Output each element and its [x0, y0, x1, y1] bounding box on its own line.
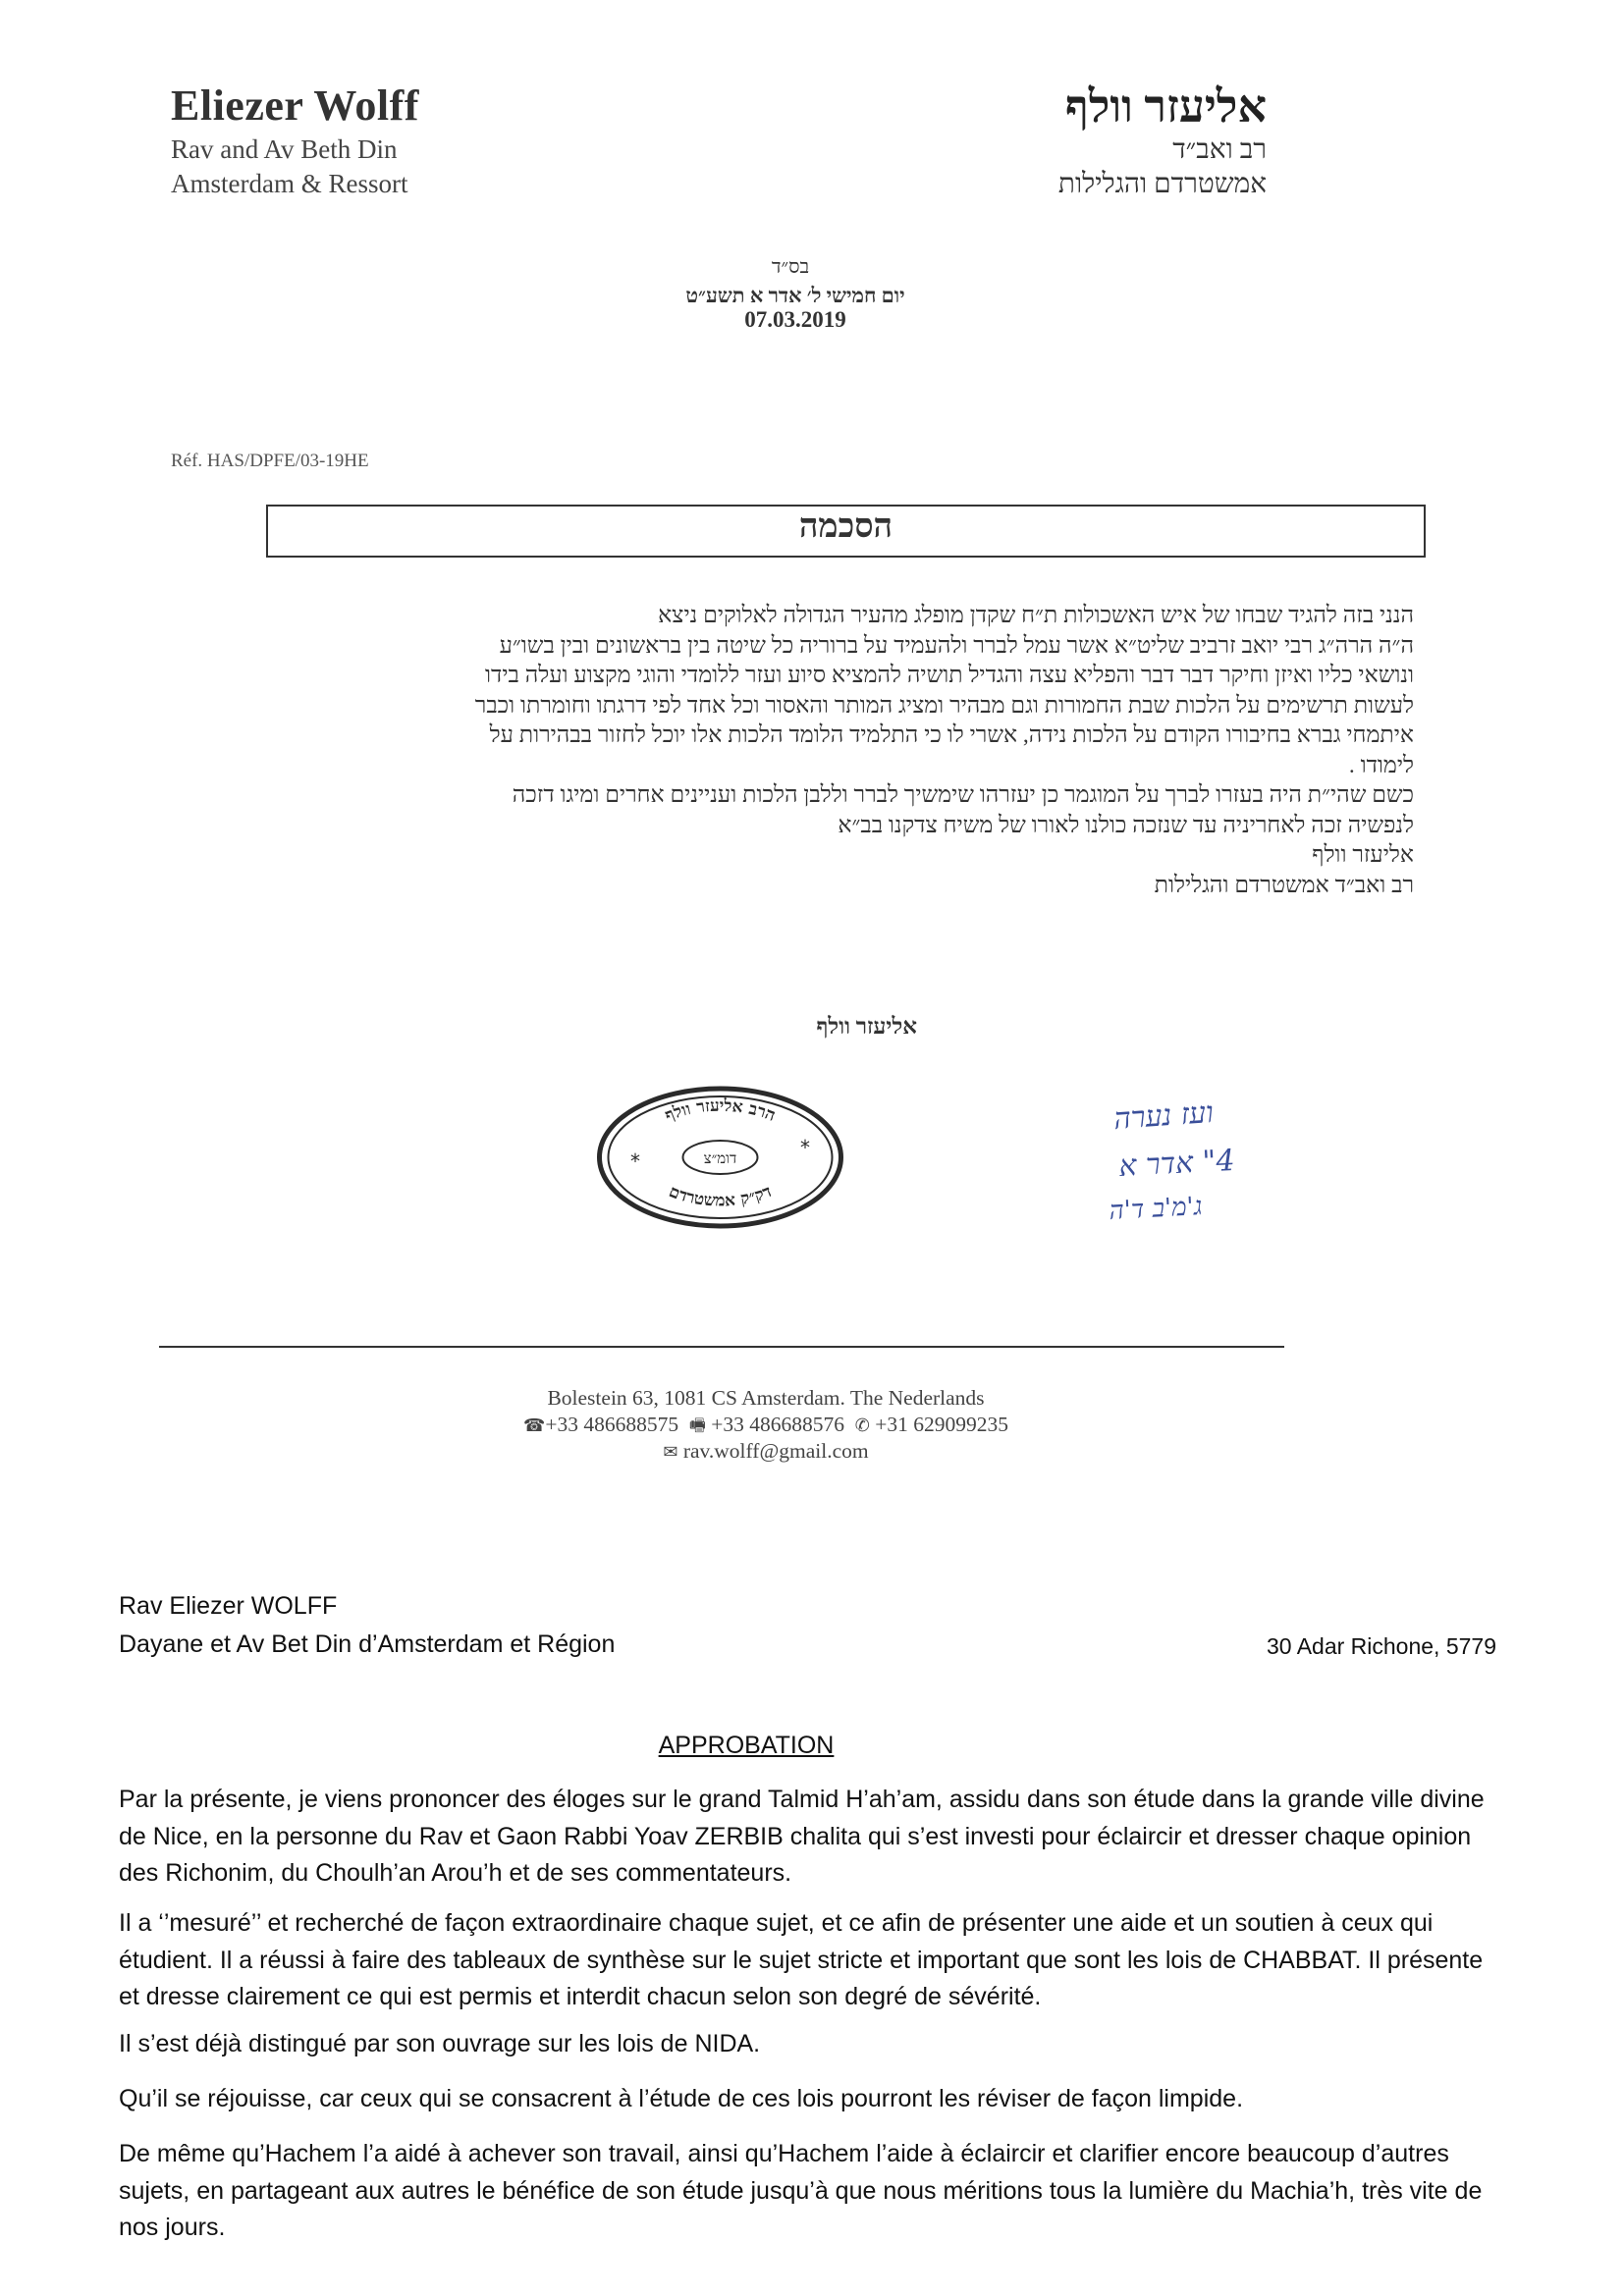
gregorian-date: 07.03.2019 — [744, 307, 846, 332]
stamp-top-text: הרב אליעזר וולף — [662, 1095, 779, 1126]
fax-icon: 🖷 — [688, 1415, 706, 1436]
rabbinical-stamp — [596, 1086, 844, 1229]
french-date: 30 Adar Richone, 5779 — [1266, 1633, 1496, 1659]
letterhead-city-en: Amsterdam & Ressort — [171, 169, 408, 198]
letterhead-name-en: Eliezer Wolff — [171, 81, 419, 130]
footer-divider — [159, 1346, 1284, 1348]
letterhead-title-en: Rav and Av Beth Din — [171, 134, 398, 164]
hebrew-line: לנפשיה זכה לאחריניה עד שנזכה כולנו לאורו של משיח צדקנו בב״א — [838, 812, 1414, 838]
reference-number: Réf. HAS/DPFE/03-19HE — [171, 451, 369, 471]
letterhead-city-he: אמשטרדם והגלילות — [1057, 169, 1267, 199]
letterhead-name-he: אליעזר וולף — [1065, 81, 1267, 132]
french-heading: APPROBATION — [658, 1732, 835, 1759]
hebrew-line: ונושאי כליו ואיזן וחיקר דבר דבר והפליא עצה והגדיל תושיה להמציא סיוע ועזר ללומדי והוגי מקצוע ועלה בידו — [485, 663, 1414, 688]
french-name: Rav Eliezer WOLFF — [119, 1592, 338, 1620]
footer-address: Bolestein 63, 1081 CS Amsterdam. The Nederlands — [547, 1386, 985, 1410]
handwritten-signature — [874, 1090, 1236, 1237]
stamp-star-right: * — [800, 1136, 810, 1159]
french-paragraph: Il s’est déjà distingué par son ouvrage sur les lois de NIDA. — [119, 2030, 761, 2057]
hebrew-line: הנני בזה להגיד שבחו של איש האשכולות ת״ח שקדן מופלג מהעיר הגדולה לאלוקים ניצא — [658, 603, 1414, 628]
footer-phone: +33 486688575 — [545, 1413, 679, 1436]
phone-icon: ☎ — [522, 1415, 546, 1436]
french-paragraph: Par la présente, je viens prononcer des éloges sur le grand Talmid H’ah’am, assidu dans son étude dans la grande ville divine de Nice, en la personne du Rav et Gaon Rabbi Yoav ZERBIB chalita qui s’est investi pour éclaircir et dresser chaque opinion des Richonim, du Choulh’an Arou’h et de ses commentateurs. — [119, 1786, 1485, 1887]
hebrew-line: לעשות תרשימים על הלכות שבת החמורות וגם מבהיר ומציג המותר והאסור וכל אחד לפי דרגתו וחומרתו וכבר — [474, 692, 1414, 719]
hebrew-letter-body — [295, 601, 1414, 900]
hebrew-line: כשם שהי״ת היה בעזרו לברך על המוגמר כן יעזרהו שימשיך לברר וללבן הלכות ועניינים אחרים ומיגו דזכה — [512, 782, 1414, 808]
footer-email-line — [393, 1439, 1139, 1464]
hebrew-line: ה״ה הרה״ג רבי יואב זרביב שליט״א אשר עמל לברר ולהעמיד על ברוריה כל שיטה בין בראשונים ובין בשו״ע — [499, 632, 1414, 659]
svg-text:דק״ק אמשטרדם — [666, 1182, 774, 1211]
handwritten-line-1: ועז נערה — [1112, 1095, 1215, 1137]
envelope-icon: ✉ — [663, 1442, 678, 1463]
handwritten-line-2: 4" אדר א — [1117, 1143, 1236, 1184]
hebrew-title: הסכמה — [798, 508, 893, 545]
hebrew-line: איתמחי גברא בחיבורו הקודם על הלכות נידה, אשרי לו כי התלמיד הלומד הלכות אלו יוכל לחזור בבהירות על — [489, 722, 1414, 748]
hebrew-date: יום חמישי ל׳ אדר א תשע״ט — [685, 284, 905, 307]
bsd-mark: בס״ד — [771, 256, 810, 278]
footer-mobile: +31 629099235 — [875, 1413, 1009, 1436]
mobile-icon: ✆ — [854, 1415, 870, 1436]
hebrew-line: רב ואב״ד אמשטרדם והגלילות — [1154, 872, 1414, 898]
french-title: Dayane et Av Bet Din d’Amsterdam et Région — [119, 1630, 616, 1658]
stamp-inner-text: דומ״צ — [703, 1149, 737, 1167]
stamp-star-left: * — [630, 1149, 640, 1173]
french-paragraph: Qu’il se réjouisse, car ceux qui se consacrent à l’étude de ces lois pourront les réviser de façon limpide. — [119, 2085, 1244, 2112]
hebrew-signature-name: אליעזר וולף — [816, 1014, 917, 1039]
footer-email[interactable]: rav.wolff@gmail.com — [682, 1439, 869, 1463]
handwritten-line-3: ג'מ'ב ד'ה — [1108, 1192, 1204, 1226]
hebrew-line: לימודו . — [1348, 752, 1414, 778]
hebrew-line: אליעזר וולף — [1312, 842, 1414, 868]
footer-fax: +33 486688576 — [711, 1413, 845, 1436]
french-paragraph: Il a ‘’mesuré’’ et recherché de façon extraordinaire chaque sujet, et ce afin de présenter une aide et un soutien à ceux qui étudient. Il a réussi à faire des tableaux de synthèse sur le sujet stricte et important que sont les lois de CHABBAT. Il présente et dresse clairement ce qui est permis et interdit chacun selon son degré de sévérité. — [119, 1909, 1484, 2010]
stamp-bottom-text: דק״ק אמשטרדם — [666, 1181, 775, 1211]
letterhead-title-he: רב ואב״ד — [1172, 134, 1267, 165]
french-paragraph: De même qu’Hachem l’a aidé à achever son travail, ainsi qu’Hachem l’aide à éclaircir et clarifier encore beaucoup d’autres sujets, en partageant aux autres le bénéfice de son étude jusqu’à que nous méritions tous la lumière du Machia’h, très vite de nos jours. — [119, 2140, 1483, 2241]
